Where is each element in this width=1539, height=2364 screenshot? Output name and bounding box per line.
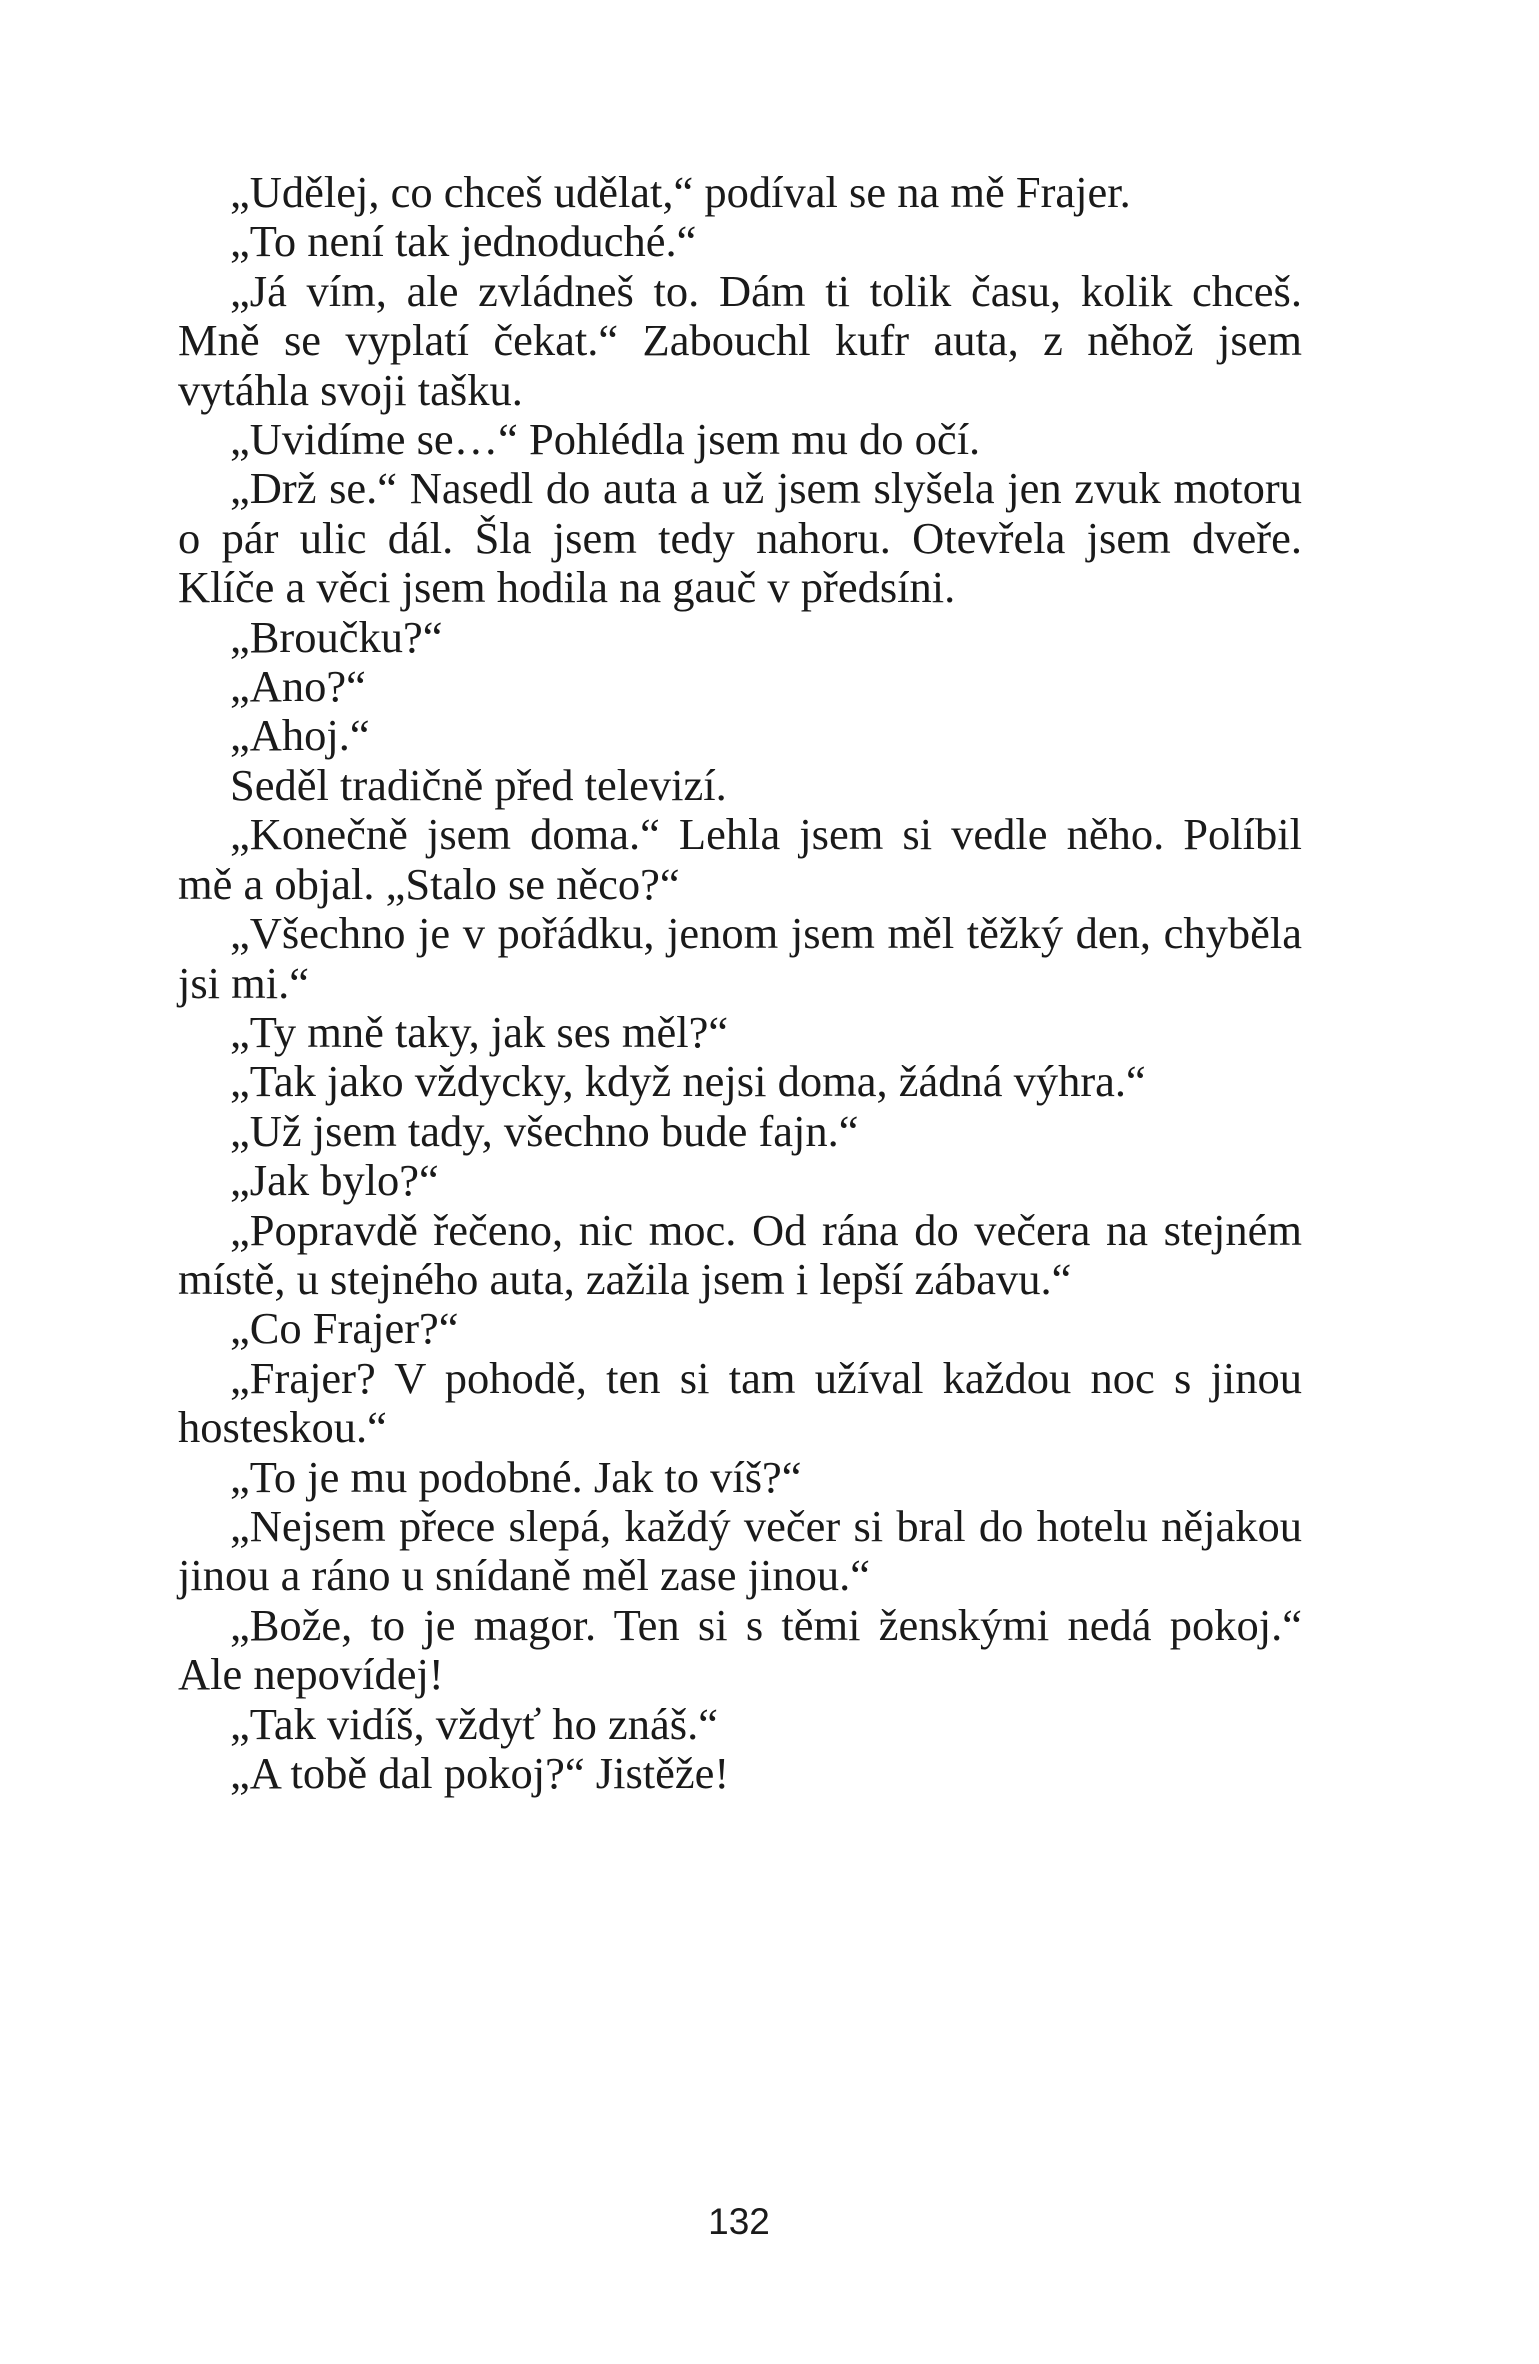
paragraph: „A tobě dal pokoj?“ Jistěže! [230, 1748, 730, 1798]
paragraph: „Už jsem tady, všechno bude fajn.“ [230, 1105, 859, 1156]
paragraph: „Všechno je v pořádku, jenom jsem měl těžký den, chyběla jsi mi.“ [178, 908, 1302, 1008]
paragraph: „To není tak jednoduché.“ [230, 216, 697, 267]
page-number: 132 [708, 2201, 770, 2242]
paragraph: „Uvidíme se…“ Pohlédla jsem mu do očí. [230, 414, 981, 465]
paragraph: „Tak jako vždycky, když nejsi doma, žádná výhra.“ [230, 1056, 1146, 1107]
body-text [178, 168, 1302, 1798]
paragraph: „Drž se.“ Nasedl do auta a už jsem slyšela jen zvuk motoru o pár ulic dál. Šla jsem tedy nahoru. Otevřela jsem dveře. Klíče a věci jsem hodila na gauč v předsíni. [178, 463, 1302, 613]
paragraph: „Ano?“ [230, 661, 366, 712]
paragraph: „Konečně jsem doma.“ Lehla jsem si vedle něho. Políbil mě a objal. „Stalo se něco?“ [178, 809, 1302, 909]
paragraph: „To je mu podobné. Jak to víš?“ [230, 1451, 802, 1502]
paragraph: „Udělej, co chceš udělat,“ podíval se na mě Frajer. [230, 167, 1131, 217]
paragraph: „Jak bylo?“ [230, 1155, 439, 1206]
paragraph: „Frajer? V pohodě, ten si tam užíval každou noc s jinou hosteskou.“ [178, 1352, 1302, 1453]
paragraph: „Broučku?“ [230, 611, 443, 662]
paragraph: „Já vím, ale zvládneš to. Dám ti tolik času, kolik chceš. Mně se vyplatí čekat.“ Zabouchl kufr auta, z něhož jsem vytáhla svoji tašku. [178, 265, 1302, 415]
paragraph: „Tak vidíš, vždyť ho znáš.“ [230, 1698, 718, 1749]
paragraph: „Ty mně taky, jak ses měl?“ [230, 1006, 729, 1057]
paragraph: „Ahoj.“ [230, 710, 370, 761]
paragraph: Seděl tradičně před televizí. [230, 759, 727, 810]
paragraph: „Co Frajer?“ [230, 1303, 459, 1354]
paragraph: „Bože, to je magor. Ten si s těmi ženskými nedá pokoj.“ Ale nepovídej! [178, 1599, 1302, 1700]
paragraph: „Popravdě řečeno, nic moc. Od rána do večera na stejném místě, u stejného auta, zažila jsem i lepší zábavu.“ [178, 1204, 1302, 1304]
paragraph: „Nejsem přece slepá, každý večer si bral do hotelu nějakou jinou a ráno u snídaně měl zase jinou.“ [178, 1500, 1302, 1601]
